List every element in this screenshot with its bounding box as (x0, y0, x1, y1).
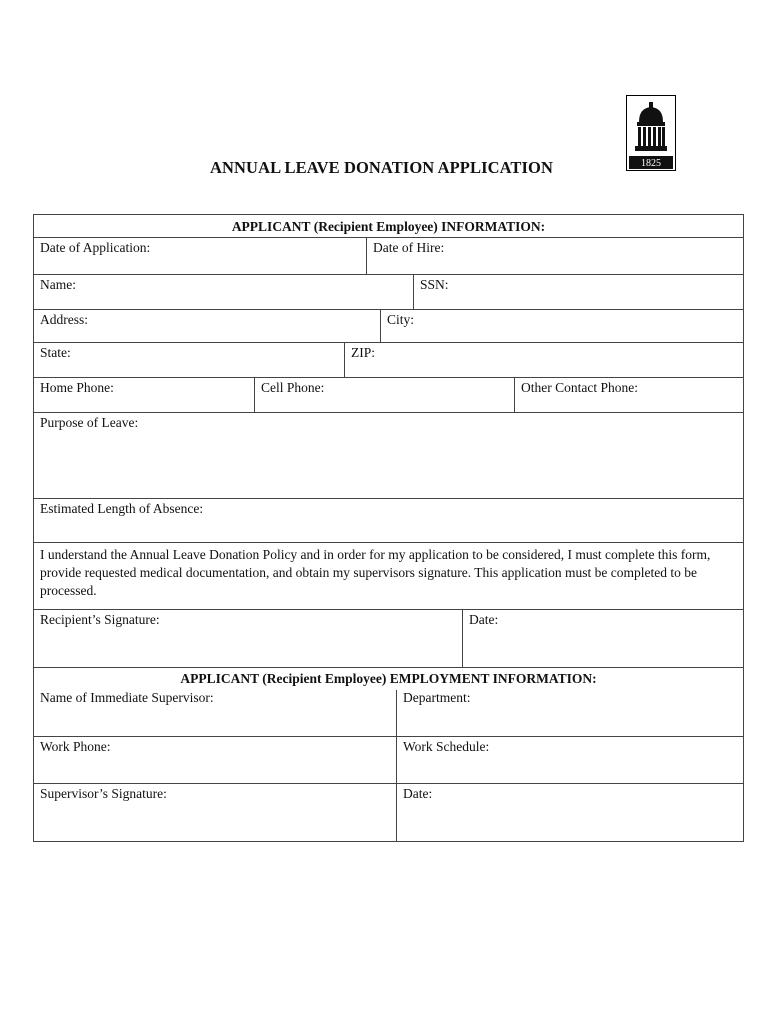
recipient-signature-label: Recipient’s Signature: (40, 612, 160, 627)
city-label: City: (387, 312, 415, 327)
row-phones (34, 378, 743, 413)
other-phone-field[interactable] (514, 378, 743, 412)
supervisor-signature-field[interactable] (34, 784, 396, 841)
date-of-hire-field[interactable] (366, 238, 743, 274)
ssn-label: SSN: (420, 277, 449, 292)
row-dates (34, 237, 743, 275)
row-supervisor-signature (34, 784, 743, 841)
form-title: ANNUAL LEAVE DONATION APPLICATION (210, 158, 553, 177)
capitol-logo (626, 95, 676, 171)
supervisor-date-field[interactable] (396, 784, 743, 841)
recipient-date-field[interactable] (462, 610, 743, 667)
state-label: State: (40, 345, 71, 360)
name-label: Name: (40, 277, 76, 292)
recipient-date-label: Date: (469, 612, 499, 627)
work-schedule-label: Work Schedule: (403, 739, 490, 754)
recipient-signature-field[interactable] (34, 610, 462, 667)
address-label: Address: (40, 312, 88, 327)
row-name (34, 275, 743, 310)
ssn-field[interactable] (413, 275, 743, 309)
address-field[interactable] (34, 310, 380, 342)
other-phone-label: Other Contact Phone: (521, 380, 638, 395)
home-phone-field[interactable] (34, 378, 254, 412)
row-purpose (34, 413, 743, 499)
purpose-field[interactable] (34, 413, 743, 498)
state-field[interactable] (34, 343, 344, 377)
zip-field[interactable] (344, 343, 743, 377)
department-field[interactable] (396, 690, 743, 736)
home-phone-label: Home Phone: (40, 380, 114, 395)
zip-label: ZIP: (351, 345, 376, 360)
estimated-length-label: Estimated Length of Absence: (40, 501, 204, 516)
policy-statement: I understand the Annual Leave Donation Policy and in order for my application to be considered, I must complete this form, provide requested medical documentation, and obtain my supervisors signature. This application must be completed to be processed. (34, 543, 743, 610)
name-field[interactable] (34, 275, 413, 309)
row-recipient-signature (34, 610, 743, 668)
cell-phone-label: Cell Phone: (261, 380, 325, 395)
work-phone-field[interactable] (34, 737, 396, 783)
supervisor-date-label: Date: (403, 786, 433, 801)
purpose-label: Purpose of Leave: (40, 415, 139, 430)
capitol-dome-icon (627, 96, 675, 170)
application-form (33, 214, 744, 842)
city-field[interactable] (380, 310, 743, 342)
date-of-hire-label: Date of Hire: (373, 240, 445, 255)
estimated-length-field[interactable] (34, 499, 743, 542)
work-phone-label: Work Phone: (40, 739, 111, 754)
supervisor-signature-label: Supervisor’s Signature: (40, 786, 167, 801)
department-label: Department: (403, 690, 471, 705)
work-schedule-field[interactable] (396, 737, 743, 783)
row-state (34, 343, 743, 378)
date-of-application-field[interactable] (34, 238, 366, 274)
logo-year: 1825 (641, 158, 661, 169)
employment-info-heading: APPLICANT (Recipient Employee) EMPLOYMENT INFORMATION: (180, 671, 597, 686)
row-work (34, 737, 743, 784)
row-supervisor (34, 690, 743, 737)
applicant-info-heading: APPLICANT (Recipient Employee) INFORMATION: (231, 219, 546, 234)
row-estimated-length (34, 499, 743, 543)
row-address (34, 310, 743, 343)
supervisor-name-label: Name of Immediate Supervisor: (40, 690, 214, 705)
cell-phone-field[interactable] (254, 378, 514, 412)
supervisor-name-field[interactable] (34, 690, 396, 736)
date-of-application-label: Date of Application: (40, 240, 151, 255)
